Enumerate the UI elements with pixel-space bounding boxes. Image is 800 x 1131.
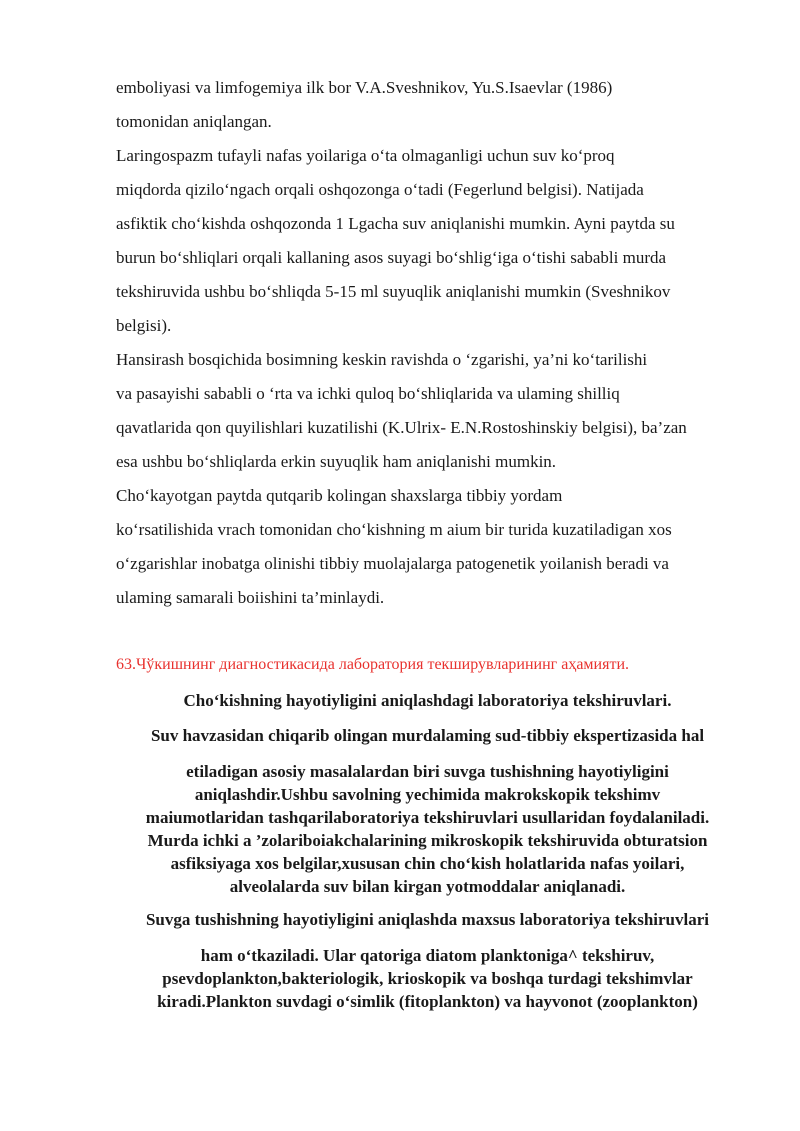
paragraph-line: Cho‘kayotgan paytda qutqarib kolingan shaxslarga tibbiy yordam <box>116 486 563 505</box>
bold-text-line: etiladigan asosiy masalalardan biri suvga tushishning hayotiyligini <box>186 762 669 781</box>
bold-text-line: Suvga tushishning hayotiyligini aniqlashda maxsus laboratoriya tekshiruvlari <box>145 910 710 929</box>
paragraph-line: ulaming samarali boiishini ta’minlaydi. <box>116 588 385 607</box>
bold-text-line: alveolalarda suv bilan kirgan yotmoddalar aniqlanadi. <box>229 877 626 896</box>
paragraph-line: ko‘rsatilishida vrach tomonidan cho‘kishning m aium bir turida kuzatiladigan xos <box>116 520 672 539</box>
paragraph-line: esa ushbu bo‘shliqlarda erkin suyuqlik ham aniqlanishi mumkin. <box>116 452 557 471</box>
bold-text-line: Murda ichki a ’zolariboiakchalarining mikroskopik tekshiruvida obturatsion <box>147 831 708 850</box>
section-heading: 63.Чўкишнинг диагностикасида лаборатория текширувларининг аҳамияти. <box>116 656 630 673</box>
paragraph-line: Hansirash bosqichida bosimning keskin ravishda o ‘zgarishi, ya’ni ko‘tarilishi <box>116 350 648 369</box>
paragraph-line: qavatlarida qon quyilishlari kuzatilishi (K.Ulrix- E.N.Rostoshinskiy belgisi), ba’zan <box>116 418 687 437</box>
paragraph-line: tekshiruvida ushbu bo‘shliqda 5-15 ml suyuqlik aniqlanishi mumkin (Sveshnikov <box>116 282 671 301</box>
bold-text-line: maiumotlaridan tashqarilaboratoriya tekshiruvlari usullaridan foydalaniladi. <box>145 808 710 827</box>
bold-text-line: kiradi.Plankton suvdagi o‘simlik (fitoplankton) va hayvonot (zooplankton) <box>157 992 698 1011</box>
bold-text-line: aniqlashdir.Ushbu savolning yechimida makrokskopik tekshimv <box>194 785 661 804</box>
paragraph-line: emboliyasi va limfogemiya ilk bor V.A.Sveshnikov, Yu.S.Isaevlar (1986) <box>116 78 613 97</box>
bold-text-line: Suv havzasidan chiqarib olingan murdalaming sud-tibbiy ekspertizasida hal <box>150 726 705 745</box>
bold-title-line: Cho‘kishning hayotiyligini aniqlashdagi laboratoriya tekshiruvlari. <box>183 691 672 710</box>
paragraph-line: miqdorda qizilo‘ngach orqali oshqozonga o‘tadi (Fegerlund belgisi). Natijada <box>116 180 644 199</box>
paragraph-line: belgisi). <box>116 316 172 335</box>
paragraph-line: asfiktik cho‘kishda oshqozonda 1 Lgacha suv aniqlanishi mumkin. Ayni paytda su <box>116 214 675 233</box>
bold-text-line: ham o‘tkaziladi. Ular qatoriga diatom planktoniga^ tekshiruv, <box>200 946 655 965</box>
paragraph-line: burun bo‘shliqlari orqali kallaning asos suyagi bo‘shlig‘iga o‘tishi sababli murda <box>116 248 667 267</box>
paragraph-line: o‘zgarishlar inobatga olinishi tibbiy muolajalarga patogenetik yoilanish beradi va <box>116 554 669 573</box>
paragraph-line: Laringospazm tufayli nafas yoilariga o‘ta olmaganligi uchun suv ko‘proq <box>116 146 615 165</box>
bold-text-line: asfiksiyaga xos belgilar,xususan chin cho‘kish holatlarida nafas yoilari, <box>170 854 685 873</box>
paragraph-line: tomonidan aniqlangan. <box>116 112 272 131</box>
paragraph-line: va pasayishi sababli o ‘rta va ichki quloq bo‘shliqlarida va ulaming shilliq <box>116 384 620 403</box>
bold-text-line: psevdoplankton,bakteriologik, krioskopik va boshqa turdagi tekshimvlar <box>162 969 693 988</box>
